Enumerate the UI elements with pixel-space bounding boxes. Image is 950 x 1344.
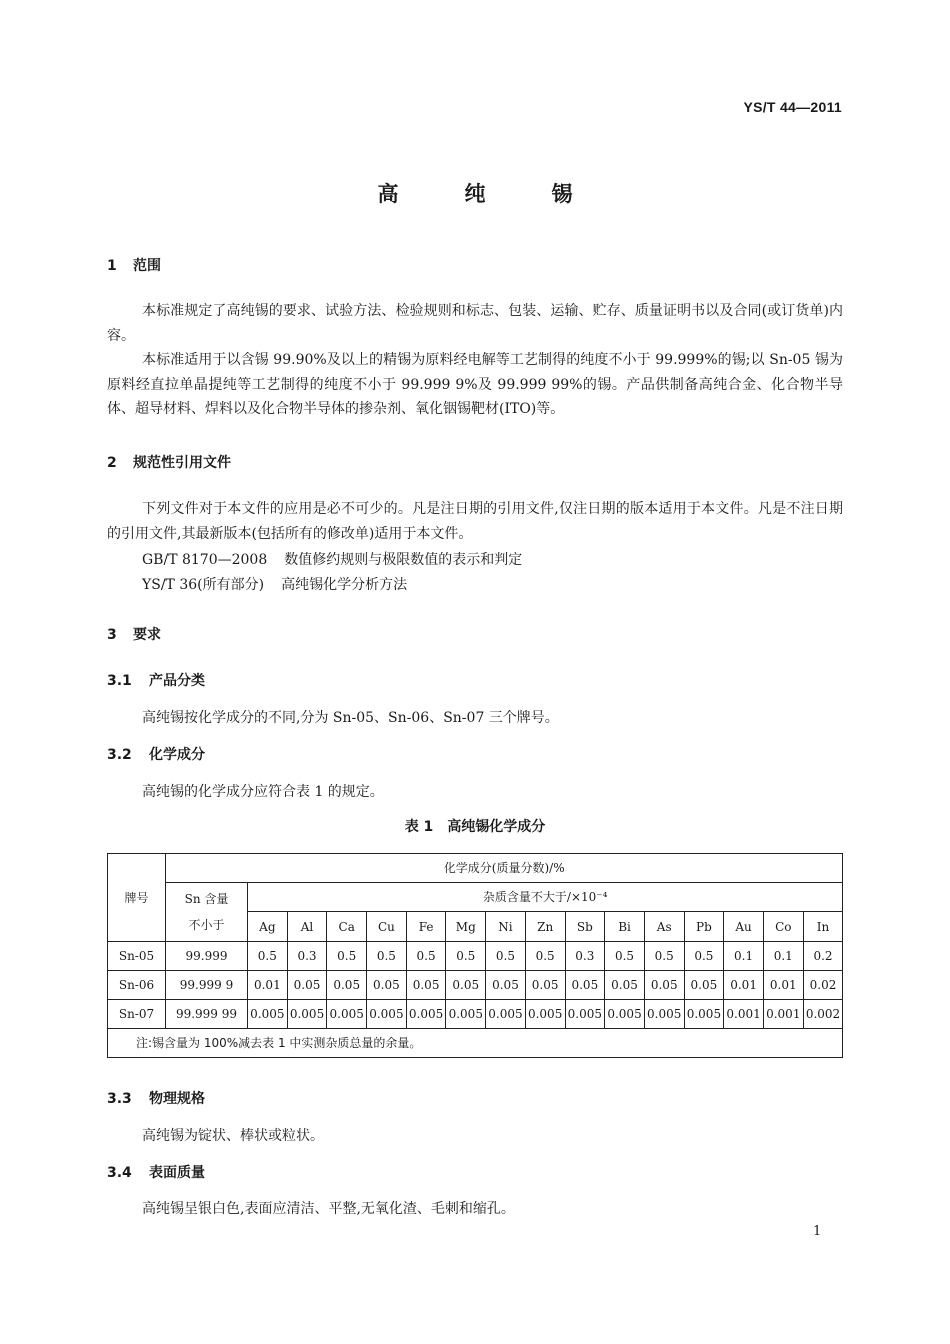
impurity-cell: 0.5 bbox=[644, 942, 684, 971]
page-number: 1 bbox=[813, 1224, 822, 1239]
impurity-cell: 0.5 bbox=[367, 942, 407, 971]
impurity-cell: 0.05 bbox=[486, 971, 526, 1000]
reference-item bbox=[142, 549, 522, 569]
element-header: Co bbox=[763, 912, 803, 942]
impurity-cell: 0.5 bbox=[525, 942, 565, 971]
table-row bbox=[108, 1000, 843, 1029]
impurity-cell: 0.5 bbox=[605, 942, 645, 971]
section-3-2-heading bbox=[107, 744, 205, 764]
element-header: Au bbox=[724, 912, 764, 942]
impurity-cell: 0.002 bbox=[803, 1000, 843, 1029]
section-number: 1 bbox=[107, 258, 117, 274]
section-2-body bbox=[107, 497, 843, 546]
impurity-cell: 0.5 bbox=[248, 942, 288, 971]
impurity-cell: 0.5 bbox=[684, 942, 724, 971]
sn-header-line: 不小于 bbox=[188, 918, 225, 932]
section-2-heading bbox=[107, 452, 231, 472]
element-header: In bbox=[803, 912, 843, 942]
section-number: 3.3 bbox=[107, 1091, 132, 1107]
impurity-header: 杂质含量不大于/×10⁻⁴ bbox=[248, 883, 843, 912]
sn-cell: 99.999 9 bbox=[166, 971, 248, 1000]
grade-header: 牌号 bbox=[108, 854, 166, 942]
title-char: 纯 bbox=[464, 182, 486, 206]
element-header: As bbox=[644, 912, 684, 942]
impurity-cell: 0.005 bbox=[446, 1000, 486, 1029]
section-title: 物理规格 bbox=[149, 1091, 205, 1107]
reference-item bbox=[142, 574, 407, 594]
element-header: Ni bbox=[486, 912, 526, 942]
impurity-cell: 0.5 bbox=[327, 942, 367, 971]
impurity-cell: 0.01 bbox=[724, 971, 764, 1000]
impurity-cell: 0.005 bbox=[367, 1000, 407, 1029]
title-char: 锡 bbox=[551, 182, 573, 206]
impurity-cell: 0.05 bbox=[684, 971, 724, 1000]
element-header: Ca bbox=[327, 912, 367, 942]
title-char: 高 bbox=[377, 182, 399, 206]
paragraph: 本标准适用于以含锡 99.90%及以上的精锡为原料经电解等工艺制得的纯度不小于 99.999%的锡;以 Sn-05 锡为原料经直拉单晶提纯等工艺制得的纯度不小于 99.999 9%及 99.999 99%的锡。产品供制备高纯合金、化合物半导体、超导材料、焊料以及化合物半导体的掺杂剂、氧化铟锡靶材(ITO)等。 bbox=[107, 352, 843, 417]
table-note: 注:锡含量为 100%减去表 1 中实测杂质总量的余量。 bbox=[108, 1029, 843, 1058]
section-title: 表面质量 bbox=[149, 1165, 205, 1181]
section-number: 3.4 bbox=[107, 1165, 132, 1181]
impurity-cell: 0.05 bbox=[605, 971, 645, 1000]
impurity-cell: 0.05 bbox=[446, 971, 486, 1000]
impurity-cell: 0.01 bbox=[763, 971, 803, 1000]
impurity-cell: 0.5 bbox=[446, 942, 486, 971]
document-title bbox=[0, 178, 950, 208]
impurity-cell: 0.001 bbox=[763, 1000, 803, 1029]
reference-code: YS/T 36(所有部分) bbox=[142, 577, 265, 593]
element-header: Mg bbox=[446, 912, 486, 942]
table-row bbox=[108, 942, 843, 971]
impurity-cell: 0.005 bbox=[327, 1000, 367, 1029]
impurity-cell: 0.05 bbox=[287, 971, 327, 1000]
reference-title: 高纯锡化学分析方法 bbox=[281, 577, 408, 593]
element-header: Fe bbox=[406, 912, 446, 942]
section-3-3-text: 高纯锡为锭状、棒状或粒状。 bbox=[142, 1128, 324, 1144]
section-3-heading bbox=[107, 624, 161, 644]
section-number: 3 bbox=[107, 627, 117, 643]
element-header: Pb bbox=[684, 912, 724, 942]
grade-cell: Sn-06 bbox=[108, 971, 166, 1000]
paragraph: 本标准规定了高纯锡的要求、试验方法、检验规则和标志、包装、运输、贮存、质量证明书以及合同(或订货单)内容。 bbox=[107, 303, 843, 344]
element-header: Cu bbox=[367, 912, 407, 942]
impurity-cell: 0.001 bbox=[724, 1000, 764, 1029]
section-number: 2 bbox=[107, 455, 117, 471]
reference-code: GB/T 8170—2008 bbox=[142, 552, 268, 568]
table-caption-title: 高纯锡化学成分 bbox=[447, 819, 546, 835]
section-3-3-heading bbox=[107, 1088, 205, 1108]
impurity-cell: 0.005 bbox=[644, 1000, 684, 1029]
element-header: Sb bbox=[565, 912, 605, 942]
element-header: Al bbox=[287, 912, 327, 942]
section-3-2-text: 高纯锡的化学成分应符合表 1 的规定。 bbox=[142, 784, 384, 800]
section-3-4-text: 高纯锡呈银白色,表面应清洁、平整,无氧化渣、毛刺和缩孔。 bbox=[142, 1201, 515, 1217]
impurity-cell: 0.05 bbox=[644, 971, 684, 1000]
impurity-cell: 0.005 bbox=[406, 1000, 446, 1029]
section-3-4-heading bbox=[107, 1162, 205, 1182]
section-number: 3.2 bbox=[107, 747, 132, 763]
impurity-cell: 0.5 bbox=[486, 942, 526, 971]
reference-title: 数值修约规则与极限数值的表示和判定 bbox=[284, 552, 523, 568]
table-row bbox=[108, 971, 843, 1000]
table-caption-number: 表 1 bbox=[404, 819, 434, 835]
impurity-cell: 0.005 bbox=[287, 1000, 327, 1029]
impurity-cell: 0.005 bbox=[486, 1000, 526, 1029]
section-1-body bbox=[107, 299, 843, 422]
impurity-cell: 0.01 bbox=[248, 971, 288, 1000]
impurity-cell: 0.05 bbox=[565, 971, 605, 1000]
section-title: 化学成分 bbox=[149, 747, 205, 763]
impurity-cell: 0.05 bbox=[327, 971, 367, 1000]
paragraph: 下列文件对于本文件的应用是必不可少的。凡是注日期的引用文件,仅注日期的版本适用于本文件。凡是不注日期的引用文件,其最新版本(包括所有的修改单)适用于本文件。 bbox=[107, 501, 843, 542]
sn-cell: 99.999 99 bbox=[166, 1000, 248, 1029]
section-title: 产品分类 bbox=[149, 673, 205, 689]
impurity-cell: 0.05 bbox=[525, 971, 565, 1000]
impurity-cell: 0.005 bbox=[525, 1000, 565, 1029]
section-3-1-text: 高纯锡按化学成分的不同,分为 Sn-05、Sn-06、Sn-07 三个牌号。 bbox=[142, 710, 559, 726]
impurity-cell: 0.02 bbox=[803, 971, 843, 1000]
impurity-cell: 0.005 bbox=[605, 1000, 645, 1029]
impurity-cell: 0.005 bbox=[565, 1000, 605, 1029]
impurity-cell: 0.3 bbox=[287, 942, 327, 971]
impurity-cell: 0.5 bbox=[406, 942, 446, 971]
impurity-cell: 0.005 bbox=[248, 1000, 288, 1029]
grade-cell: Sn-07 bbox=[108, 1000, 166, 1029]
section-3-1-heading bbox=[107, 670, 205, 690]
sn-cell: 99.999 bbox=[166, 942, 248, 971]
standard-code: YS/T 44—2011 bbox=[743, 99, 842, 115]
section-title: 规范性引用文件 bbox=[133, 455, 231, 471]
section-title: 要求 bbox=[133, 627, 161, 643]
impurity-cell: 0.005 bbox=[684, 1000, 724, 1029]
element-header: Bi bbox=[605, 912, 645, 942]
impurity-cell: 0.05 bbox=[367, 971, 407, 1000]
section-title: 范围 bbox=[133, 258, 161, 274]
section-number: 3.1 bbox=[107, 673, 132, 689]
table-caption bbox=[0, 816, 950, 836]
section-1-heading bbox=[107, 255, 161, 275]
impurity-cell: 0.05 bbox=[406, 971, 446, 1000]
impurity-cell: 0.1 bbox=[724, 942, 764, 971]
impurity-cell: 0.3 bbox=[565, 942, 605, 971]
grade-cell: Sn-05 bbox=[108, 942, 166, 971]
chemical-composition-table bbox=[107, 853, 843, 1058]
sn-header-line: Sn 含量 bbox=[184, 892, 229, 906]
sn-content-header bbox=[166, 883, 248, 942]
composition-header: 化学成分(质量分数)/% bbox=[166, 854, 843, 883]
element-header: Zn bbox=[525, 912, 565, 942]
element-header: Ag bbox=[248, 912, 288, 942]
impurity-cell: 0.2 bbox=[803, 942, 843, 971]
impurity-cell: 0.1 bbox=[763, 942, 803, 971]
